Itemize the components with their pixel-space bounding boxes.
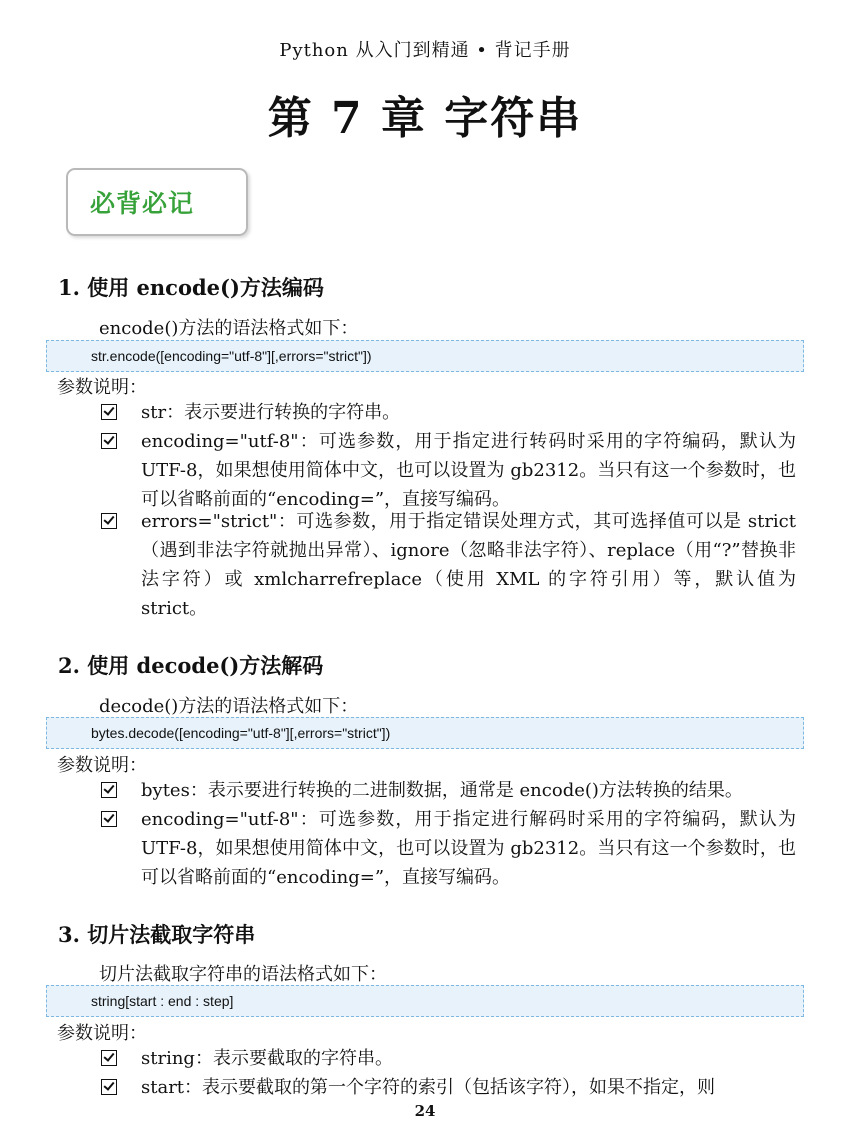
chapter-title: 第 7 章 字符串 (267, 93, 583, 144)
must-remember-badge (66, 168, 248, 236)
checkbox-icon (101, 433, 117, 449)
section-intro: 切片法截取字符串的语法格式如下： (99, 964, 387, 985)
checkbox-icon (101, 782, 117, 798)
param-item: string：表示要截取的字符串。 (141, 1048, 393, 1069)
badge-label: 必背必记 (90, 189, 195, 218)
param-item: encoding="utf-8"：可选参数，用于指定进行转码时采用的字符编码，默认为 UTF-8，如果想使用简体中文，也可以设置为 gb2312。当只有这一个参数时，也可以省略前面的“encoding=”，直接写编码。 (141, 431, 796, 510)
param-item: errors="strict"：可选参数，用于指定错误处理方式，其可选择值可以是 strict（遇到非法字符就抛出异常）、ignore（忽略非法字符）、replace（用“?”替换非法字符）或 xmlcharrefreplace（使用 XML 的字符引用）等，默认值为 strict。 (141, 511, 796, 619)
section-title: 3. 切片法截取字符串 (58, 922, 256, 947)
section-intro: encode()方法的语法格式如下： (99, 318, 359, 339)
page-number: 24 (414, 1102, 436, 1120)
section-intro: decode()方法的语法格式如下： (99, 696, 359, 717)
section-title: 2. 使用 decode()方法解码 (58, 653, 324, 678)
code-block: bytes.decode([encoding="utf-8"][,errors="strict"]) (46, 717, 804, 749)
param-item: encoding="utf-8"：可选参数，用于指定进行解码时采用的字符编码，默认为 UTF-8，如果想使用简体中文，也可以设置为 gb2312。当只有这一个参数时，也可以省略前面的“encoding=”，直接写编码。 (141, 809, 796, 888)
checkbox-icon (101, 404, 117, 420)
code-block: str.encode([encoding="utf-8"][,errors="strict"]) (46, 340, 804, 372)
section-title: 1. 使用 encode()方法编码 (58, 275, 324, 300)
param-item: start：表示要截取的第一个字符的索引（包括该字符），如果不指定，则 (141, 1077, 716, 1098)
checkbox-icon (101, 513, 117, 529)
code-block: string[start : end : step] (46, 985, 804, 1017)
checkbox-icon (101, 1050, 117, 1066)
param-item: bytes：表示要进行转换的二进制数据，通常是 encode()方法转换的结果。 (141, 780, 743, 801)
params-label: 参数说明： (57, 377, 147, 398)
checkbox-icon (101, 1079, 117, 1095)
params-label: 参数说明： (57, 755, 147, 776)
param-item: str：表示要进行转换的字符串。 (141, 402, 401, 423)
params-label: 参数说明： (57, 1023, 147, 1044)
checkbox-icon (101, 811, 117, 827)
running-header: Python 从入门到精通 • 背记手册 (279, 40, 571, 61)
